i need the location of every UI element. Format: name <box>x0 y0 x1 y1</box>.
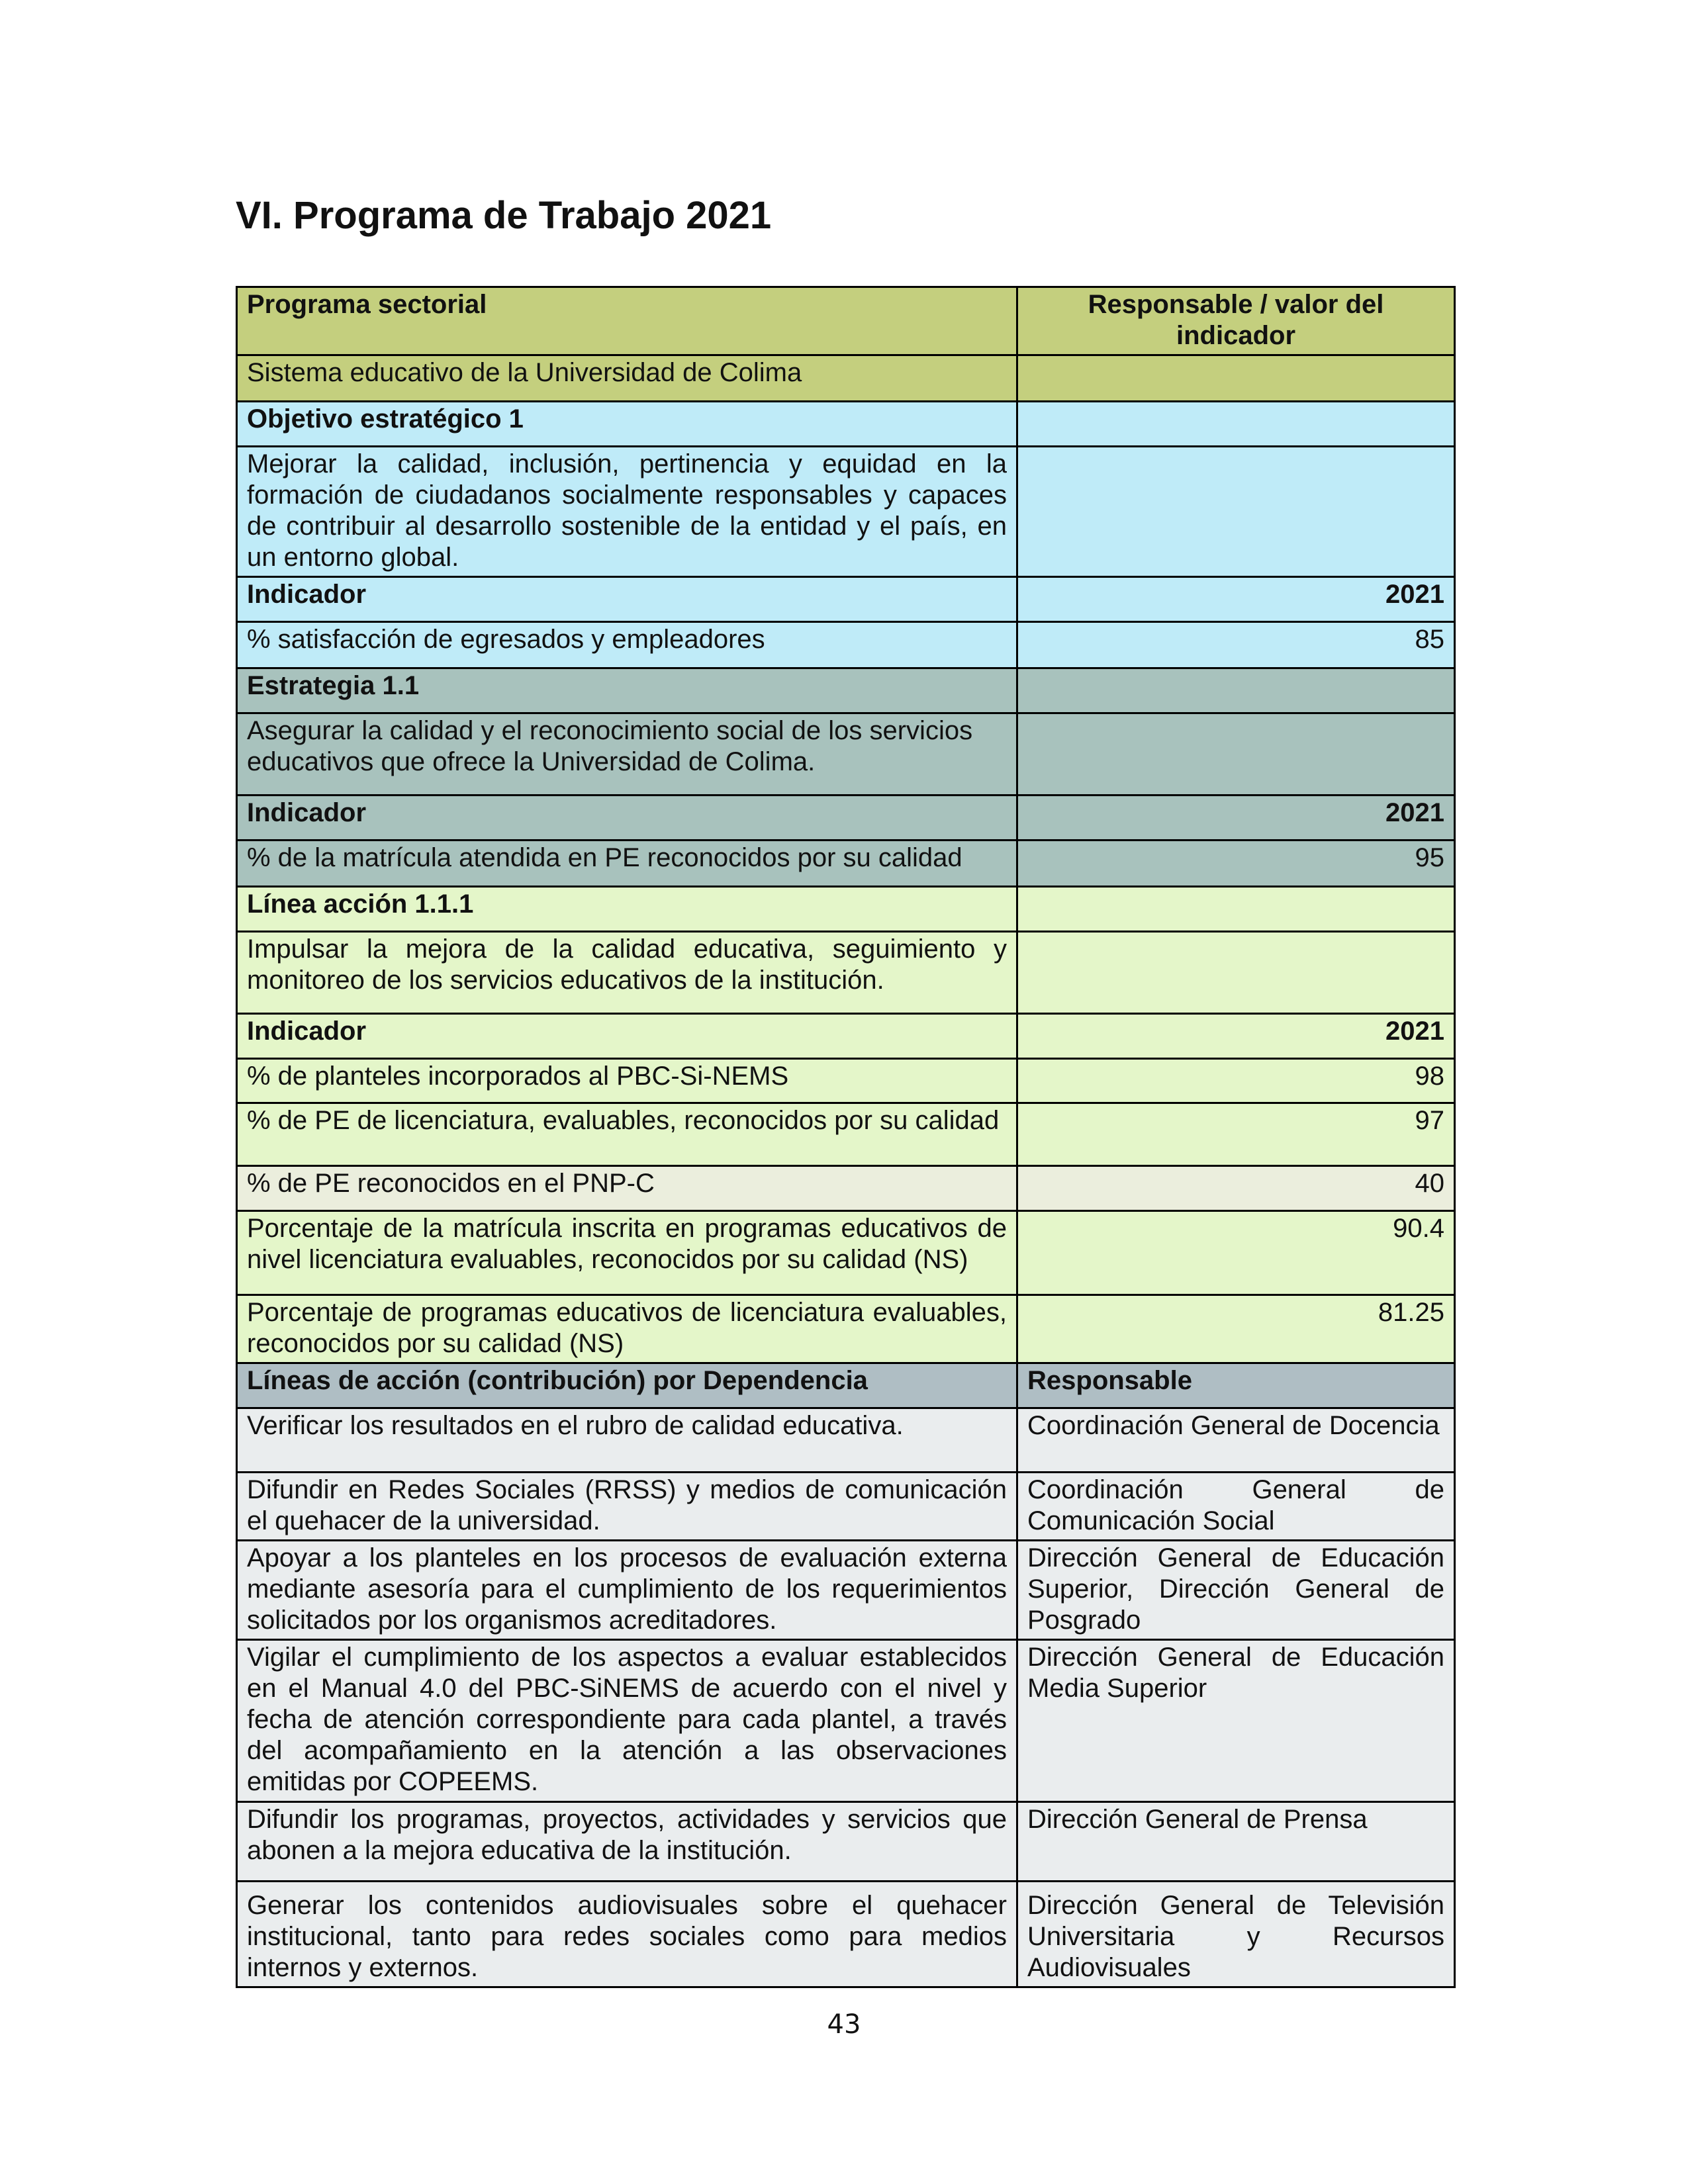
estrategia-indicator-header: Indicador <box>237 796 1017 841</box>
dependencia-responsable: Dirección General de Educación Superior, Dirección General de Posgrado <box>1017 1541 1455 1640</box>
dependencia-responsable: Coordinación General de Comunicación Social <box>1017 1473 1455 1541</box>
indicator-name: % de PE de licenciatura, evaluables, reconocidos por su calidad <box>237 1103 1017 1166</box>
dependencia-action: Difundir en Redes Sociales (RRSS) y medios de comunicación el quehacer de la universidad. <box>237 1473 1017 1541</box>
linea-description: Impulsar la mejora de la calidad educativa, seguimiento y monitoreo de los servicios educativos de la institución. <box>237 932 1017 1014</box>
dependencia-responsable: Dirección General de Educación Media Superior <box>1017 1640 1455 1802</box>
dependencia-row <box>237 1802 1455 1882</box>
dependencia-responsable: Dirección General de Televisión Universitaria y Recursos Audiovisuales <box>1017 1882 1455 1987</box>
indicator-value: 90.4 <box>1017 1211 1455 1295</box>
objetivo-label-row <box>237 402 1455 447</box>
dependencias-header-responsable: Responsable <box>1017 1363 1455 1408</box>
dependencia-action: Verificar los resultados en el rubro de calidad educativa. <box>237 1408 1017 1473</box>
objetivo-description-row <box>237 447 1455 577</box>
dependencia-responsable: Dirección General de Prensa <box>1017 1802 1455 1882</box>
dependencia-action: Apoyar a los planteles en los procesos de evaluación externa mediante asesoría para el cumplimiento de los requerimientos solicitados por los organismos acreditadores. <box>237 1541 1017 1640</box>
dependencia-row <box>237 1541 1455 1640</box>
estrategia-label: Estrategia 1.1 <box>237 668 1017 713</box>
estrategia-description-row <box>237 713 1455 796</box>
page-title: VI. Programa de Trabajo 2021 <box>236 194 772 237</box>
dependencia-row <box>237 1882 1455 1987</box>
linea-description-row <box>237 932 1455 1014</box>
dependencias-header-action: Líneas de acción (contribución) por Dependencia <box>237 1363 1017 1408</box>
indicator-name: % de planteles incorporados al PBC-Si-NEMS <box>237 1059 1017 1103</box>
objetivo-description-value <box>1017 447 1455 577</box>
programa-value <box>1017 355 1455 402</box>
indicator-row <box>237 1211 1455 1295</box>
indicator-value: 40 <box>1017 1166 1455 1211</box>
objetivo-indicator-header-row <box>237 577 1455 622</box>
linea-indicator-year: 2021 <box>1017 1014 1455 1059</box>
dependencia-responsable: Coordinación General de Docencia <box>1017 1408 1455 1473</box>
indicator-row <box>237 1059 1455 1103</box>
objetivo-indicator-year: 2021 <box>1017 577 1455 622</box>
estrategia-description-value <box>1017 713 1455 796</box>
programa-row <box>237 355 1455 402</box>
indicator-row <box>237 1166 1455 1211</box>
estrategia-label-row <box>237 668 1455 713</box>
indicator-row <box>237 841 1455 887</box>
indicator-value: 85 <box>1017 622 1455 668</box>
indicator-value: 81.25 <box>1017 1295 1455 1363</box>
indicator-row <box>237 622 1455 668</box>
indicator-value: 98 <box>1017 1059 1455 1103</box>
header-responsable-valor: Responsable / valor del indicador <box>1017 287 1455 355</box>
linea-label: Línea acción 1.1.1 <box>237 887 1017 932</box>
estrategia-description: Asegurar la calidad y el reconocimiento social de los servicios educativos que ofrece la Universidad de Colima. <box>237 713 1017 796</box>
dependencia-row <box>237 1473 1455 1541</box>
indicator-name: % satisfacción de egresados y empleadores <box>237 622 1017 668</box>
linea-indicator-header: Indicador <box>237 1014 1017 1059</box>
linea-indicator-header-row <box>237 1014 1455 1059</box>
header-programa-sectorial: Programa sectorial <box>237 287 1017 355</box>
estrategia-label-value <box>1017 668 1455 713</box>
objetivo-label-value <box>1017 402 1455 447</box>
indicator-name: Porcentaje de la matrícula inscrita en programas educativos de nivel licenciatura evaluables, reconocidos por su calidad (NS) <box>237 1211 1017 1295</box>
dependencia-action: Generar los contenidos audiovisuales sobre el quehacer institucional, tanto para redes sociales como para medios internos y externos. <box>237 1882 1017 1987</box>
indicator-name: % de PE reconocidos en el PNP-C <box>237 1166 1017 1211</box>
dependencia-row <box>237 1408 1455 1473</box>
estrategia-indicator-year: 2021 <box>1017 796 1455 841</box>
indicator-name: Porcentaje de programas educativos de licenciatura evaluables, reconocidos por su calidad (NS) <box>237 1295 1017 1363</box>
indicator-value: 95 <box>1017 841 1455 887</box>
indicator-name: % de la matrícula atendida en PE reconocidos por su calidad <box>237 841 1017 887</box>
dependencia-action: Difundir los programas, proyectos, actividades y servicios que abonen a la mejora educativa de la institución. <box>237 1802 1017 1882</box>
objetivo-indicator-header: Indicador <box>237 577 1017 622</box>
dependencia-action: Vigilar el cumplimiento de los aspectos a evaluar establecidos en el Manual 4.0 del PBC-SiNEMS de acuerdo con el nivel y fecha de atención correspondiente para cada plantel, a través del acompañamiento en la atención a las observaciones emitidas por COPEEMS. <box>237 1640 1017 1802</box>
linea-label-value <box>1017 887 1455 932</box>
objetivo-label: Objetivo estratégico 1 <box>237 402 1017 447</box>
indicator-row <box>237 1295 1455 1363</box>
indicator-row <box>237 1103 1455 1166</box>
linea-description-value <box>1017 932 1455 1014</box>
dependencias-header-row <box>237 1363 1455 1408</box>
dependencia-row <box>237 1640 1455 1802</box>
indicator-value: 97 <box>1017 1103 1455 1166</box>
estrategia-indicator-header-row <box>237 796 1455 841</box>
programa-trabajo-table <box>236 286 1456 1988</box>
linea-label-row <box>237 887 1455 932</box>
page-number: 43 <box>827 2009 861 2040</box>
objetivo-description: Mejorar la calidad, inclusión, pertinencia y equidad en la formación de ciudadanos socialmente responsables y capaces de contribuir al desarrollo sostenible de la entidad y el país, en un entorno global. <box>237 447 1017 577</box>
programa-name: Sistema educativo de la Universidad de Colima <box>237 355 1017 402</box>
table-header-row <box>237 287 1455 355</box>
